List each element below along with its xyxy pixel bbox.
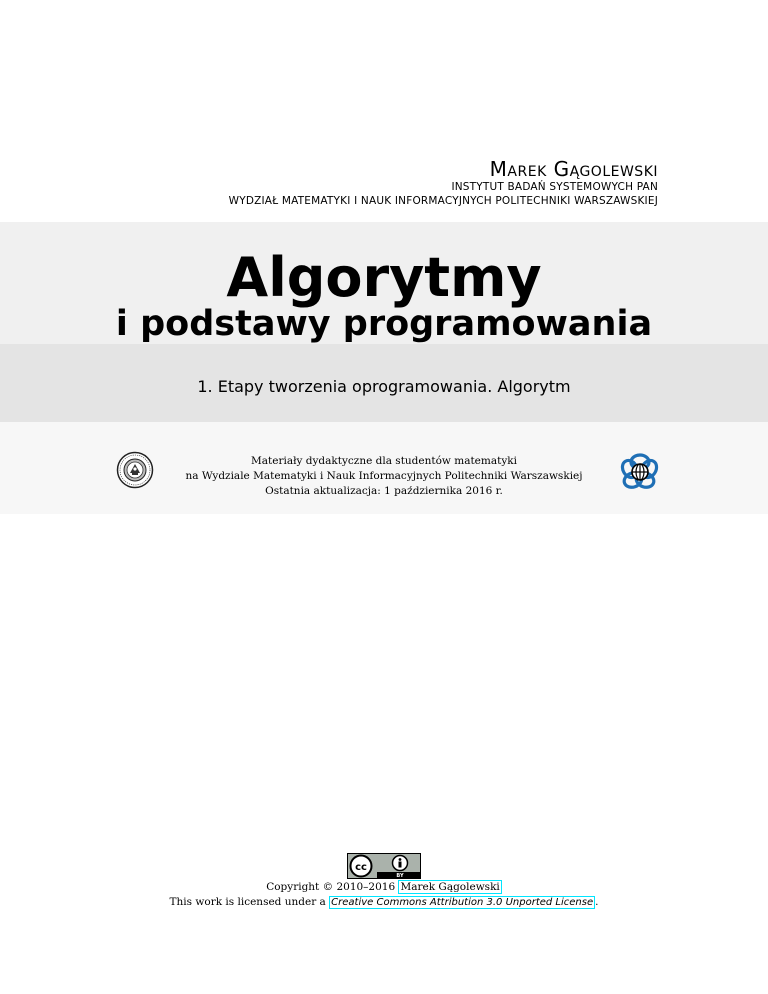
copyright-line [0,880,768,895]
author-name: Marek Gągolewski [489,157,658,181]
author-block [229,158,658,208]
affiliation-ibs: INSTYTUT BADAŃ SYSTEMOWYCH PAN [451,181,658,193]
copyright-prefix: Copyright © 2010–2016 [266,881,399,893]
license-suffix: . [595,896,599,908]
materials-line-3: Ostatnia aktualizacja: 1 października 2016 r. [265,485,503,497]
mini-faculty-logo-icon [620,451,660,496]
license-link[interactable]: Creative Commons Attribution 3.0 Unported License [331,897,594,908]
materials-line-2: na Wydziale Matematyki i Nauk Informacyjnych Politechniki Warszawskiej [185,470,583,482]
license-line [0,895,768,910]
materials-line-1: Materiały dydaktyczne dla studentów matematyki [251,455,517,467]
copyright-footer [0,880,768,910]
by-badge-text: BY [396,873,404,879]
lecture-topic: 1. Etapy tworzenia oprogramowania. Algorytm [197,377,571,396]
cc-badge-text: cc [355,862,367,873]
university-seal-icon [116,451,154,494]
materials-info [180,454,588,499]
license-prefix: This work is licensed under a [169,896,330,908]
author-link[interactable]: Marek Gągolewski [400,881,500,893]
affiliation-mini-pw: WYDZIAŁ MATEMATYKI I NAUK INFORMACYJNYCH POLITECHNIKI WARSZAWSKIEJ [228,195,658,207]
document-title: Algorytmy [226,246,542,309]
document-subtitle: i podstawy programowania [115,304,653,344]
